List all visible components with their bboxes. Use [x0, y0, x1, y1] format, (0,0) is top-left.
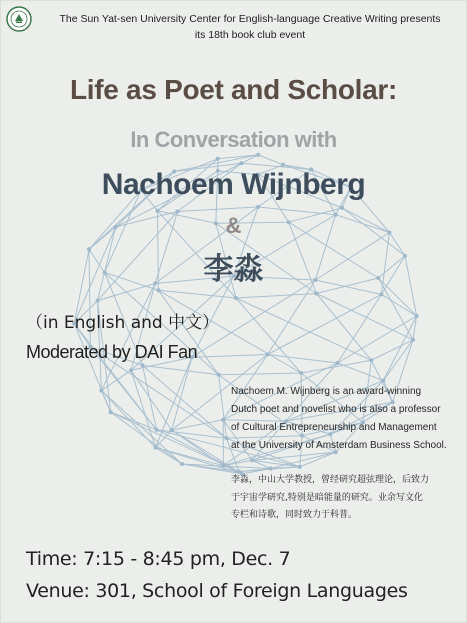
globe-node: [369, 358, 373, 362]
globe-node: [221, 418, 225, 422]
speaker-name-1: Nachoem Wijnberg: [101, 168, 366, 201]
bio-cn-line: 于宇宙学研究,特别是暗能量的研究。业余写文化: [231, 492, 423, 503]
globe-edge: [192, 355, 268, 358]
header-line-2: its 18th book club event: [194, 29, 306, 41]
globe-node: [256, 205, 260, 209]
globe-node: [156, 288, 160, 292]
globe-edge: [268, 355, 338, 364]
globe-edge: [219, 373, 302, 375]
globe-edge: [131, 370, 172, 430]
presenter-header: [40, 11, 460, 43]
globe-node: [141, 363, 145, 367]
globe-node: [381, 379, 385, 383]
globe-edge: [268, 280, 316, 355]
globe-node: [225, 436, 229, 440]
event-title: Life as Poet and Scholar:: [69, 74, 398, 105]
bio-en-line: at the University of Amsterdam Business School.: [231, 440, 447, 451]
globe-edge: [383, 340, 413, 381]
globe-node: [266, 353, 270, 357]
globe-edge: [338, 294, 382, 363]
globe-node: [379, 292, 383, 296]
globe-node: [109, 410, 113, 414]
globe-node: [415, 314, 419, 318]
globe-node: [340, 206, 344, 210]
bio-en-line: Dutch poet and novelist who is also a professor: [231, 404, 441, 415]
globe-edge: [143, 365, 219, 374]
globe-node: [180, 462, 184, 466]
speaker-name-2: 李淼: [203, 252, 264, 287]
globe-node: [256, 153, 260, 157]
university-seal-icon: [6, 6, 32, 32]
globe-edge: [338, 363, 384, 381]
globe-edge: [236, 298, 371, 360]
globe-node: [234, 296, 238, 300]
globe-node: [269, 467, 273, 471]
globe-node: [129, 368, 133, 372]
globe-node: [250, 458, 254, 462]
globe-node: [216, 157, 220, 161]
globe-node: [99, 389, 103, 393]
globe-edge: [219, 375, 227, 439]
globe-edge: [178, 207, 259, 212]
speaker-bio-chinese: [231, 472, 461, 525]
globe-node: [281, 163, 285, 167]
globe-node: [239, 161, 243, 165]
globe-edge: [381, 294, 416, 316]
bio-cn-line: 专栏和诗歌，同时致力于科普。: [231, 510, 358, 520]
globe-node: [314, 292, 318, 296]
bio-en-line: of Cultural Entrepreneurship and Management: [231, 422, 437, 433]
speaker-bio-english: [231, 383, 461, 455]
moderator-line: Moderated by DAI Fan: [26, 342, 198, 362]
globe-node: [336, 361, 340, 365]
globe-node: [299, 371, 303, 375]
globe-node: [96, 299, 100, 303]
bio-cn-line: 李淼，中山大学教授，曾经研究超弦理论，后致力: [231, 475, 430, 485]
globe-edge: [371, 340, 413, 361]
globe-edge: [258, 155, 283, 165]
globe-edge: [156, 448, 183, 464]
globe-node: [217, 373, 221, 377]
globe-node: [155, 428, 159, 432]
globe-node: [170, 428, 174, 432]
language-note: （in English and 中文）: [26, 313, 220, 333]
globe-node: [298, 465, 302, 469]
globe-edge: [101, 284, 155, 391]
event-venue: Venue: 301, School of Foreign Languages: [26, 580, 408, 602]
event-subtitle: In Conversation with: [130, 127, 337, 152]
event-time: Time: 7:15 - 8:45 pm, Dec. 7: [26, 548, 291, 570]
bio-en-line: Nachoem M. Wijnberg is an award-winning: [231, 386, 422, 397]
globe-node: [154, 446, 158, 450]
globe-node: [221, 464, 225, 468]
globe-node: [411, 338, 415, 342]
ampersand: &: [225, 213, 242, 238]
globe-edge: [316, 294, 413, 340]
header-line-1: The Sun Yat-sen University Center for English-language Creative Writing presents: [59, 13, 441, 25]
